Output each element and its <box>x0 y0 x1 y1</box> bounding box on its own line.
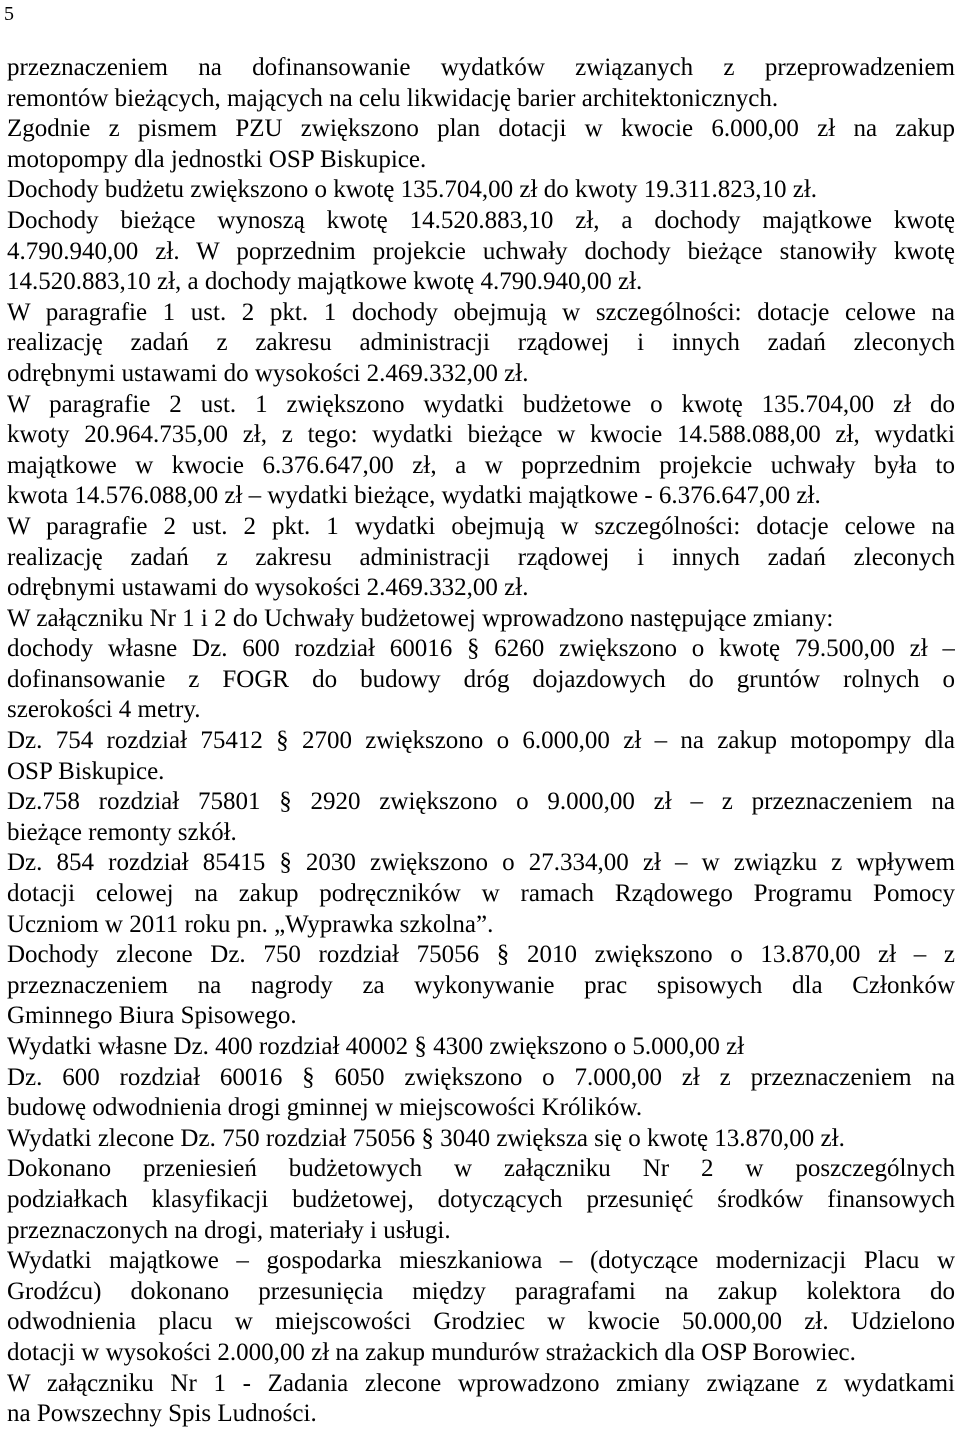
text-line: przeznaczonych na drogi, materiały i usługi. <box>7 1216 451 1244</box>
text-line: Wydatki majątkowe – gospodarka mieszkaniowa – (dotyczące modernizacji Placu w <box>7 1247 955 1275</box>
paragraph <box>7 1124 955 1155</box>
text-line: Dochody budżetu zwiększono o kwotę 135.704,00 zł do kwoty 19.311.823,10 zł. <box>7 176 818 204</box>
text-line: kwota 14.576.088,00 zł – wydatki bieżące, wydatki majątkowe - 6.376.647,00 zł. <box>7 482 821 510</box>
text-line: Gminnego Biura Spisowego. <box>7 1002 297 1030</box>
text-line: dotacji w wysokości 2.000,00 zł na zakup mundurów strażackich dla OSP Borowiec. <box>7 1338 856 1366</box>
paragraph <box>7 787 955 848</box>
text-line: realizację zadań z zakresu administracji rządowej i innych zadań zleconych <box>7 543 955 571</box>
paragraph <box>7 1246 955 1368</box>
text-line: dochody własne Dz. 600 rozdział 60016 § 6260 zwiększono o kwotę 79.500,00 zł – <box>7 635 955 663</box>
text-line: Wydatki własne Dz. 400 rozdział 40002 § 4300 zwiększono o 5.000,00 zł <box>7 1033 745 1060</box>
text-line: dofinansowanie z FOGR do budowy dróg dojazdowych do gruntów rolnych o <box>7 665 955 693</box>
paragraph <box>7 114 955 175</box>
text-line: Grodźcu) dokonano przesunięcia między paragrafami na zakup kolektora do <box>7 1277 955 1305</box>
text-line: realizację zadań z zakresu administracji rządowej i innych zadań zleconych <box>7 329 955 357</box>
paragraph <box>7 512 955 604</box>
text-line: OSP Biskupice. <box>7 757 165 785</box>
text-line: W paragrafie 2 ust. 1 zwiększono wydatki budżetowe o kwotę 135.704,00 zł do <box>7 390 955 418</box>
text-line: W paragrafie 2 ust. 2 pkt. 1 wydatki obejmują w szczególności: dotacje celowe na <box>7 512 955 540</box>
text-line: Dz.758 rozdział 75801 § 2920 zwiększono o 9.000,00 zł – z przeznaczeniem na <box>7 788 955 816</box>
text-line: odrębnymi ustawami do wysokości 2.469.332,00 zł. <box>7 574 529 602</box>
text-line: Zgodnie z pismem PZU zwiększono plan dotacji w kwocie 6.000,00 zł na zakup <box>7 115 955 143</box>
text-line: Dochody bieżące wynoszą kwotę 14.520.883,10 zł, a dochody majątkowe kwotę <box>7 206 955 234</box>
text-line: W załączniku Nr 1 i 2 do Uchwały budżetowej wprowadzono następujące zmiany: <box>7 604 834 632</box>
text-line: kwoty 20.964.735,00 zł, z tego: wydatki bieżące w kwocie 14.588.088,00 zł, wydatki <box>7 421 955 449</box>
paragraph <box>7 604 955 635</box>
paragraph <box>7 175 955 206</box>
paragraph <box>7 1369 955 1430</box>
text-line: bieżące remonty szkół. <box>7 818 237 846</box>
text-line: odrębnymi ustawami do wysokości 2.469.332,00 zł. <box>7 359 529 387</box>
text-line: motopompy dla jednostki OSP Biskupice. <box>7 145 427 173</box>
text-line: Wydatki zlecone Dz. 750 rozdział 75056 § 3040 zwiększa się o kwotę 13.870,00 zł. <box>7 1124 845 1152</box>
text-line: podziałkach klasyfikacji budżetowej, dotyczących przesunięć środków finansowych <box>7 1185 955 1213</box>
text-line: odwodnienia placu w miejscowości Grodziec w kwocie 50.000,00 zł. Udzielono <box>7 1308 955 1336</box>
text-line: Dz. 854 rozdział 85415 § 2030 zwiększono o 27.334,00 zł – w związku z wpływem <box>7 849 955 877</box>
text-line: 14.520.883,10 zł, a dochody majątkowe kwotę 4.790.940,00 zł. <box>7 268 643 296</box>
paragraph <box>7 298 955 390</box>
text-line: szerokości 4 metry. <box>7 696 201 724</box>
text-line: przeznaczeniem na nagrody za wykonywanie prac spisowych dla Członków <box>7 971 955 999</box>
text-line: W paragrafie 1 ust. 2 pkt. 1 dochody obejmują w szczególności: dotacje celowe na <box>7 298 955 326</box>
text-line: remontów bieżących, mających na celu likwidację barier architektonicznych. <box>7 84 779 112</box>
text-line: dotacji celowej na zakup podręczników w ramach Rządowego Programu Pomocy <box>7 880 955 908</box>
text-line: Dz. 600 rozdział 60016 § 6050 zwiększono o 7.000,00 zł z przeznaczeniem na <box>7 1063 955 1091</box>
paragraph <box>7 1154 955 1246</box>
text-line: Dokonano przeniesień budżetowych w załączniku Nr 2 w poszczególnych <box>7 1155 955 1183</box>
paragraph <box>7 53 955 114</box>
text-line: Dz. 754 rozdział 75412 § 2700 zwiększono o 6.000,00 zł – na zakup motopompy dla <box>7 727 955 755</box>
paragraph <box>7 848 955 940</box>
text-line: na Powszechny Spis Ludności. <box>7 1400 317 1428</box>
document-body <box>7 53 955 1430</box>
paragraph <box>7 1063 955 1124</box>
paragraph <box>7 726 955 787</box>
paragraph <box>7 634 955 726</box>
text-line: 4.790.940,00 zł. W poprzednim projekcie uchwały dochody bieżące stanowiły kwotę <box>7 237 955 265</box>
page-number: 5 <box>4 3 14 25</box>
text-line: Uczniom w 2011 roku pn. „Wyprawka szkolna”. <box>7 910 494 938</box>
paragraph <box>7 1032 955 1063</box>
paragraph <box>7 940 955 1032</box>
paragraph <box>7 390 955 512</box>
paragraph <box>7 206 955 298</box>
text-line: majątkowe w kwocie 6.376.647,00 zł, a w poprzednim projekcie uchwały była to <box>7 451 955 479</box>
text-line: budowę odwodnienia drogi gminnej w miejscowości Królików. <box>7 1094 643 1122</box>
text-line: Dochody zlecone Dz. 750 rozdział 75056 § 2010 zwiększono o 13.870,00 zł – z <box>7 941 955 969</box>
text-line: przeznaczeniem na dofinansowanie wydatków związanych z przeprowadzeniem <box>7 54 955 81</box>
text-line: W załączniku Nr 1 - Zadania zlecone wprowadzono zmiany związane z wydatkami <box>7 1369 955 1397</box>
